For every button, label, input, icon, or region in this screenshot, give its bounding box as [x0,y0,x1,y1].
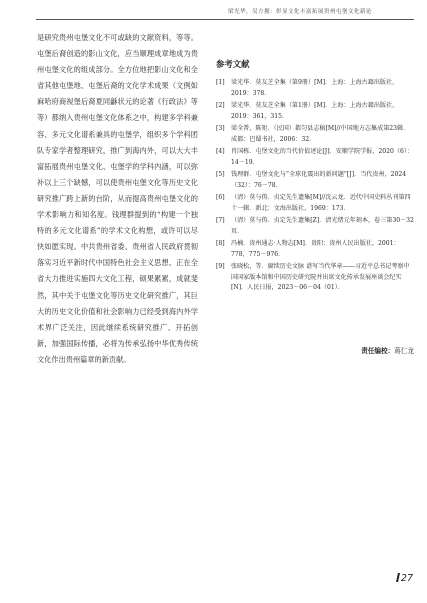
reference-item [216,216,414,237]
reference-item [216,101,414,122]
reference-number: [5] [216,171,225,178]
reference-text: （清）莫与俦．贞定先生遗集[M]//沈云龙．近代中国史料丛刊第四十一辑．新北：文海出版社，1969：173． [231,194,411,212]
reference-text: 梁光华．莫友芝全集（第9册）[M]．上海：上海古籍出版社，2019：378． [231,79,399,97]
references-section [216,58,414,378]
reference-number: [9] [216,263,225,270]
reference-item [216,78,414,99]
reference-number: [6] [216,194,225,201]
reference-item [216,262,414,294]
reference-number: [2] [216,102,225,109]
reference-item [216,193,414,214]
reference-item [216,239,414,260]
reference-text: 张晓松，等．赓续历史文脉 谱写当代华章——习近平总书记考察中国国家版本馆和中国历史研究院并出席文化传承发展座谈会纪实[N]．人民日报，2023－06－04（01）． [231,263,410,292]
reference-text: 钱理群．屯堡文化与“全球化震出的新问题”[J]．当代贵州，2024（32）：76－78． [231,171,407,189]
editor-name: 蒋仁龙 [394,347,414,355]
references-title: 参考文献 [216,59,250,69]
references-list [216,78,414,294]
reference-text: 冯楠．贵州通志·人物志[M]．贵阳：贵州人民出版社，2001：778，775－976． [231,240,400,258]
editor-credit [361,346,414,356]
body-paragraph: 是研究贵州屯堡文化不可或缺的文献资料，等等。屯堡后裔创造的影山文化，应当顺理成章地成为贵州屯堡文化的组成部分。全方位地把影山文化和全省其他屯堡地、屯堡后裔的文化学术成果（文例如麻哈府商视堡后裔夏同龢状元的论著《行政法》等等）都纳入贵州屯堡文化体系之中，构建多学科兼容、多元文化谱系兼具的屯堡学，组织多个学科团队专家学者整理研究，推广到海内外，可以大大丰富拓展贵州屯堡文化、屯堡学的学科内涵，可以弥补以上三个缺憾，可以使贵州屯堡文化等历史文化研究推广跨上新的台阶，从而提高贵州屯堡文化的学术影响力和知名度。钱理群提到的“构建一个独特的多元文化谱系”的学术文化构想，或许可以尽快如愿实现。中共贵州省委、贵州省人民政府贯彻落实习近平新时代中国特色社会主义思想，正在全省大力推进实施四大文化工程，硕果累累，成就斐然，其中关于屯堡文化等历史文化研究推广，其巨大的历史文化价值和社会影响力已经受到海内外学术界广泛关注，因此继续系统研究推广、开拓创新，加强国际传播，必将为传承弘扬中华优秀传统文化作出贵州篇章的新贡献。 [37,33,198,364]
reference-number: [7] [216,217,225,224]
running-header: 梁光华，吴方拥：彰显文化丰富拓展贵州屯堡文化新论 [228,9,372,15]
reference-item [216,170,414,191]
reference-item [216,124,414,145]
reference-text: （清）莫与俦．贞定先生遗集[Z]．清光绪元年刻本，卷三第30－32页． [231,217,414,235]
reference-number: [1] [216,79,225,86]
page-number-value: 27 [400,573,413,584]
reference-text: 梁光华．莫友芝全集（第1册）[M]．上海：上海古籍出版社，2019：361，315． [231,102,399,120]
editor-label: 责任编校： [361,347,395,355]
page-number-bar [396,573,400,582]
reference-number: [8] [216,240,225,247]
header-rule [36,19,414,20]
page-number [397,572,413,586]
reference-number: [3] [216,125,225,132]
reference-text: 梁全普，陈矩．（民国）都匀县志稿[M]//中国地方志集成第23辑．成都：巴蜀书社，2006：32． [231,125,410,143]
reference-number: [4] [216,148,225,155]
reference-item [216,147,414,168]
reference-text: 肖国栋．屯堡文化的当代价值述论[J]．安顺学院学报，2020（6）：14－19． [231,148,413,166]
body-text [37,30,198,364]
